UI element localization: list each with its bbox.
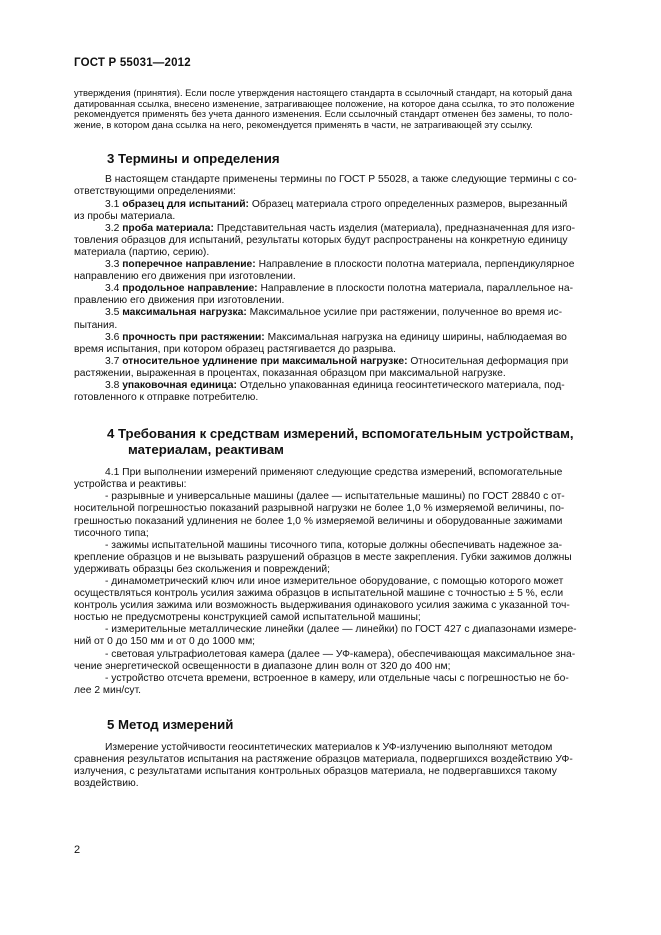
paragraph-line: 4.1 При выполнении измерений применяют следующие средства измерений, вспомогательные xyxy=(105,467,563,479)
paragraph-line: устройства и реактивы: xyxy=(74,479,187,491)
intro-line: жение, в котором дана ссылка на него, рекомендуется применять в части, не затрагивающей эту ссылку. xyxy=(74,118,533,130)
section-3-intro-line: ответствующими определениями: xyxy=(74,186,236,198)
section-3-body xyxy=(74,174,596,404)
section-4-heading: 4 Требования к средствам измерений, вспомогательным устройствам, материалам, реактивам xyxy=(107,426,574,458)
term-3-8: 3.8 упаковочная единица: Отдельно упакованная единица геосинтетического материала, под- готовленного к отправке потребителю. xyxy=(74,379,565,404)
term-3-4: 3.4 продольное направление: Направление в плоскости полотна материала, параллельное на- правлению его движения при изготовлении. xyxy=(74,283,574,307)
paragraph-line: ний от 0 до 150 мм и от 0 до 1000 мм; xyxy=(74,636,256,648)
intro-paragraph xyxy=(74,88,596,130)
paragraph-line: лее 2 мин/сут. xyxy=(74,684,142,696)
term-name: образец для испытаний: xyxy=(122,198,249,210)
paragraph-line: - динамометрический ключ или иное измерительное оборудование, с помощью которого может xyxy=(105,576,564,587)
section-5-heading: 5 Метод измерений xyxy=(107,716,234,732)
paragraph-line: носительной погрешностью показаний разрывной нагрузки не более 1,0 % измеряемой величины, по- xyxy=(74,503,565,515)
section-3-heading: 3 Термины и определения xyxy=(107,151,280,167)
section-3-intro-line: В настоящем стандарте применены термины по ГОСТ Р 55028, а также следующие термины с со- xyxy=(105,174,577,186)
paragraph-line: грешностью показаний удлинения не более 1,0 % измеряемой величины и оборудованные зажимами xyxy=(74,515,563,527)
term-name: продольное направление: xyxy=(122,283,258,295)
term-name: проба материала: xyxy=(122,222,214,234)
paragraph-line: воздействию. xyxy=(74,778,139,790)
term-3-5: 3.5 максимальная нагрузка: Максимальное усилие при растяжении, полученное во время ис- пытания. xyxy=(74,307,563,331)
section-5-body xyxy=(74,742,596,790)
term-name: максимальная нагрузка: xyxy=(122,307,247,319)
term-3-3: 3.3 поперечное направление: Направление в плоскости полотна материала, перпендикулярное направлению его движения при изготовлении. xyxy=(74,259,575,283)
intro-line: датированная ссылка, внесено изменение, затрагивающее положение, на которое дана ссылка, то это положение xyxy=(74,97,575,109)
term-3-6: 3.6 прочность при растяжении: Максимальная нагрузка на единицу ширины, наблюдаемая во время испытания, при котором образец растягивается до разрыва. xyxy=(74,331,567,355)
term-name: поперечное направление: xyxy=(122,259,256,271)
paragraph-line: осуществляться контроль усилия зажима образцов в испытательной машине с точностью ± 5 %, если xyxy=(74,588,564,600)
paragraph-line: ностью не предусмотрены конструкцией самой испытательной машины; xyxy=(74,612,421,624)
page-number: 2 xyxy=(74,844,81,856)
term-name: прочность при растяжении: xyxy=(122,331,265,343)
term-3-2: 3.2 проба материала: Представительная часть изделия (материала), предназначенная для изго- товления образцов для испытаний, результаты которых будут распространены на конкретную единицу материала (партию, серию). xyxy=(74,222,576,258)
paragraph-line: Измерение устойчивости геосинтетических материалов к УФ-излучению выполняют методом xyxy=(105,741,553,753)
paragraph-line: крепление образцов и не вызывать разрушений образцов в месте закрепления. Губки зажимов должны xyxy=(74,551,572,563)
paragraph-line: излучения, с результатами испытания контрольных образцов материала, не подвергавшихся такому xyxy=(74,766,557,778)
intro-line: рекомендуется применять без учета данного изменения. Если ссылочный стандарт отменен без замены, то поло- xyxy=(74,108,573,120)
paragraph-line: тисочного типа; xyxy=(74,527,149,539)
paragraph-line: контроль усилия зажима или возможность выдерживания одинакового усилия зажима с указанной точ- xyxy=(74,600,570,612)
intro-line: утверждения (принятия). Если после утверждения настоящего стандарта в ссылочный стандарт, на который дана xyxy=(74,87,573,98)
paragraph-line: сравнения результатов испытания на растяжение образцов материала, подвергшихся воздействию УФ- xyxy=(74,754,573,766)
paragraph-line: - разрывные и универсальные машины (далее — испытательные машины) по ГОСТ 28840 с от- xyxy=(105,491,565,503)
paragraph-line: удерживать образцы без скольжения и повреждений; xyxy=(74,563,330,575)
paragraph-line: чение энергетической освещенности в диапазоне длин волн от 320 до 400 нм; xyxy=(74,660,451,672)
paragraph-line: - устройство отсчета времени, встроенное в камеру, или отдельные часы с погрешностью не бо- xyxy=(105,672,569,684)
paragraph-line: - зажимы испытательной машины тисочного типа, которые должны обеспечивать надежное за- xyxy=(105,539,563,551)
paragraph-line: - световая ультрафиолетовая камера (далее — УФ-камера), обеспечивающая максимальное зна- xyxy=(105,648,576,660)
document-header: ГОСТ Р 55031—2012 xyxy=(74,57,191,69)
paragraph-line: - измерительные металлические линейки (далее — линейки) по ГОСТ 427 с диапазонами измере- xyxy=(105,624,577,636)
document-body xyxy=(74,88,596,790)
section-4-body xyxy=(74,467,596,697)
term-3-7: 3.7 относительное удлинение при максимальной нагрузке: Относительная деформация при растяжении, выраженная в процентах, показанная образцом при максимальной нагрузке. xyxy=(74,355,569,379)
term-3-1: 3.1 образец для испытаний: Образец материала строго определенных размеров, вырезанный из пробы материала. xyxy=(74,198,568,222)
term-name: упаковочная единица: xyxy=(122,379,237,391)
term-name: относительное удлинение при максимальной нагрузке: xyxy=(122,355,408,367)
